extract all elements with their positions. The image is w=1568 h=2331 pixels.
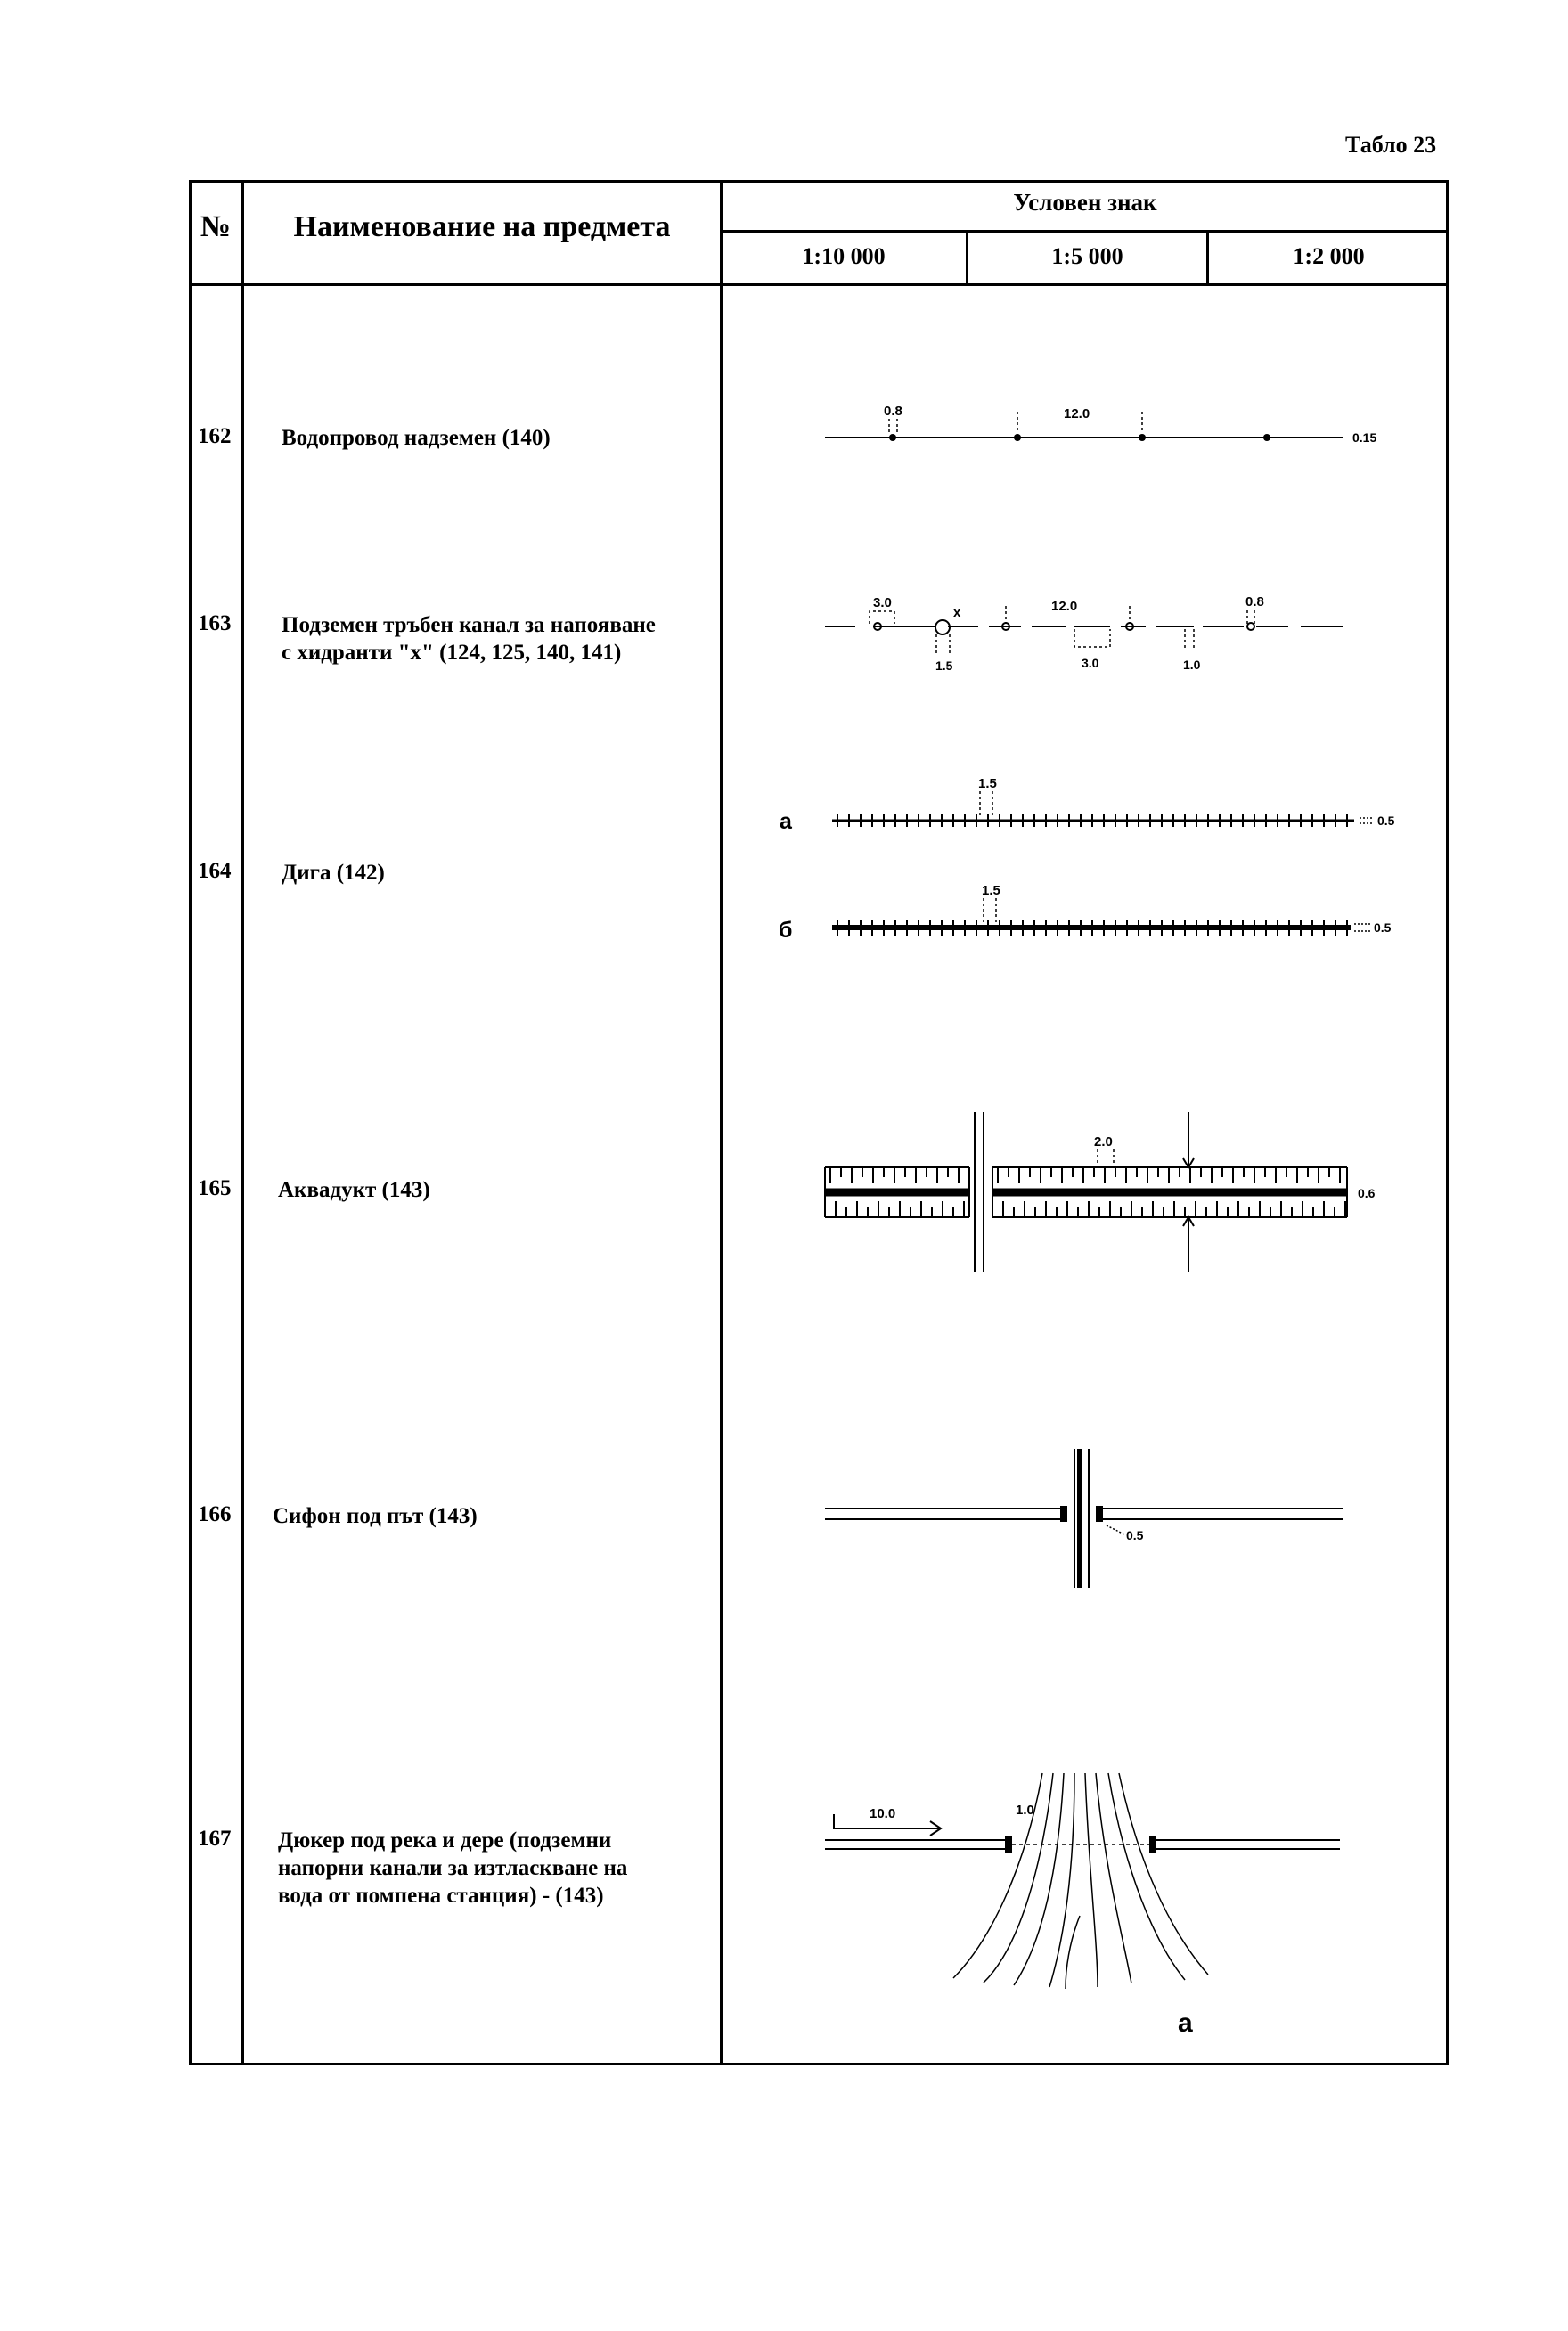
item-name-line: Водопровод надземен (140) — [282, 426, 551, 450]
row-number: 163 — [198, 611, 232, 635]
symbol-163-irrigation-pipe — [825, 594, 1343, 673]
dimension-label: 1.5 — [982, 883, 1000, 898]
dimension-label: 0.6 — [1358, 1186, 1376, 1200]
variant-label: а — [1178, 2008, 1193, 2038]
dimension-label: 1.5 — [935, 658, 953, 673]
dimension-label: 1.5 — [978, 776, 997, 791]
hydrant-label: х — [953, 605, 961, 620]
dimension-label: 12.0 — [1051, 599, 1078, 614]
item-name-line: вода от помпена станция) - (143) — [278, 1884, 604, 1908]
dimension-label: 0.5 — [1126, 1528, 1144, 1542]
row-number: 165 — [198, 1176, 232, 1200]
dimension-label: 2.0 — [1094, 1134, 1113, 1149]
header-scale-5000: 1:5 000 — [1051, 243, 1123, 269]
row-number: 162 — [198, 424, 232, 448]
dimension-label: 10.0 — [870, 1806, 896, 1821]
symbol-162-water-pipe — [825, 404, 1376, 445]
item-name-line: Подземен тръбен канал за напояване — [282, 613, 656, 637]
header-scale-10000: 1:10 000 — [802, 243, 886, 269]
dimension-label: 0.8 — [884, 404, 902, 419]
dimension-label: 1.0 — [1183, 658, 1201, 672]
header-symbol: Условен знак — [1013, 189, 1157, 216]
item-name-line: Сифон под път (143) — [273, 1504, 478, 1528]
item-name-line: Аквадукт (143) — [278, 1178, 430, 1202]
dimension-label: 1.0 — [1016, 1803, 1034, 1818]
item-name-line: с хидранти "х" (124, 125, 140, 141) — [282, 641, 622, 665]
symbol-165-aqueduct — [825, 1112, 1376, 1272]
dimension-label: 0.5 — [1377, 814, 1395, 828]
dimension-label: 0.15 — [1352, 430, 1377, 445]
row-number: 164 — [198, 859, 232, 883]
row-number: 166 — [198, 1502, 232, 1526]
river-lines — [953, 1773, 1208, 1989]
item-name-line: Дига (142) — [282, 861, 385, 885]
dimension-label: 12.0 — [1064, 406, 1090, 421]
dimension-label: 0.8 — [1245, 594, 1264, 609]
dimension-label: 3.0 — [873, 595, 892, 610]
variant-label: а — [780, 809, 792, 834]
table-label: Табло 23 — [1345, 132, 1437, 158]
row-number: 167 — [198, 1827, 232, 1851]
item-name-line: Дюкер под река и дере (подземни — [278, 1828, 612, 1853]
symbol-164-dike — [779, 776, 1395, 943]
header-number: № — [200, 210, 232, 243]
variant-label: б — [779, 918, 793, 943]
symbol-166-siphon — [825, 1449, 1343, 1588]
dimension-label: 3.0 — [1082, 656, 1099, 670]
item-name-line: напорни канали за изтласкване на — [278, 1856, 628, 1880]
header-name: Наименование на предмета — [293, 210, 671, 243]
dimension-label: 0.5 — [1374, 920, 1392, 935]
symbol-167-culvert — [825, 1773, 1340, 2038]
header-scale-2000: 1:2 000 — [1293, 243, 1365, 269]
